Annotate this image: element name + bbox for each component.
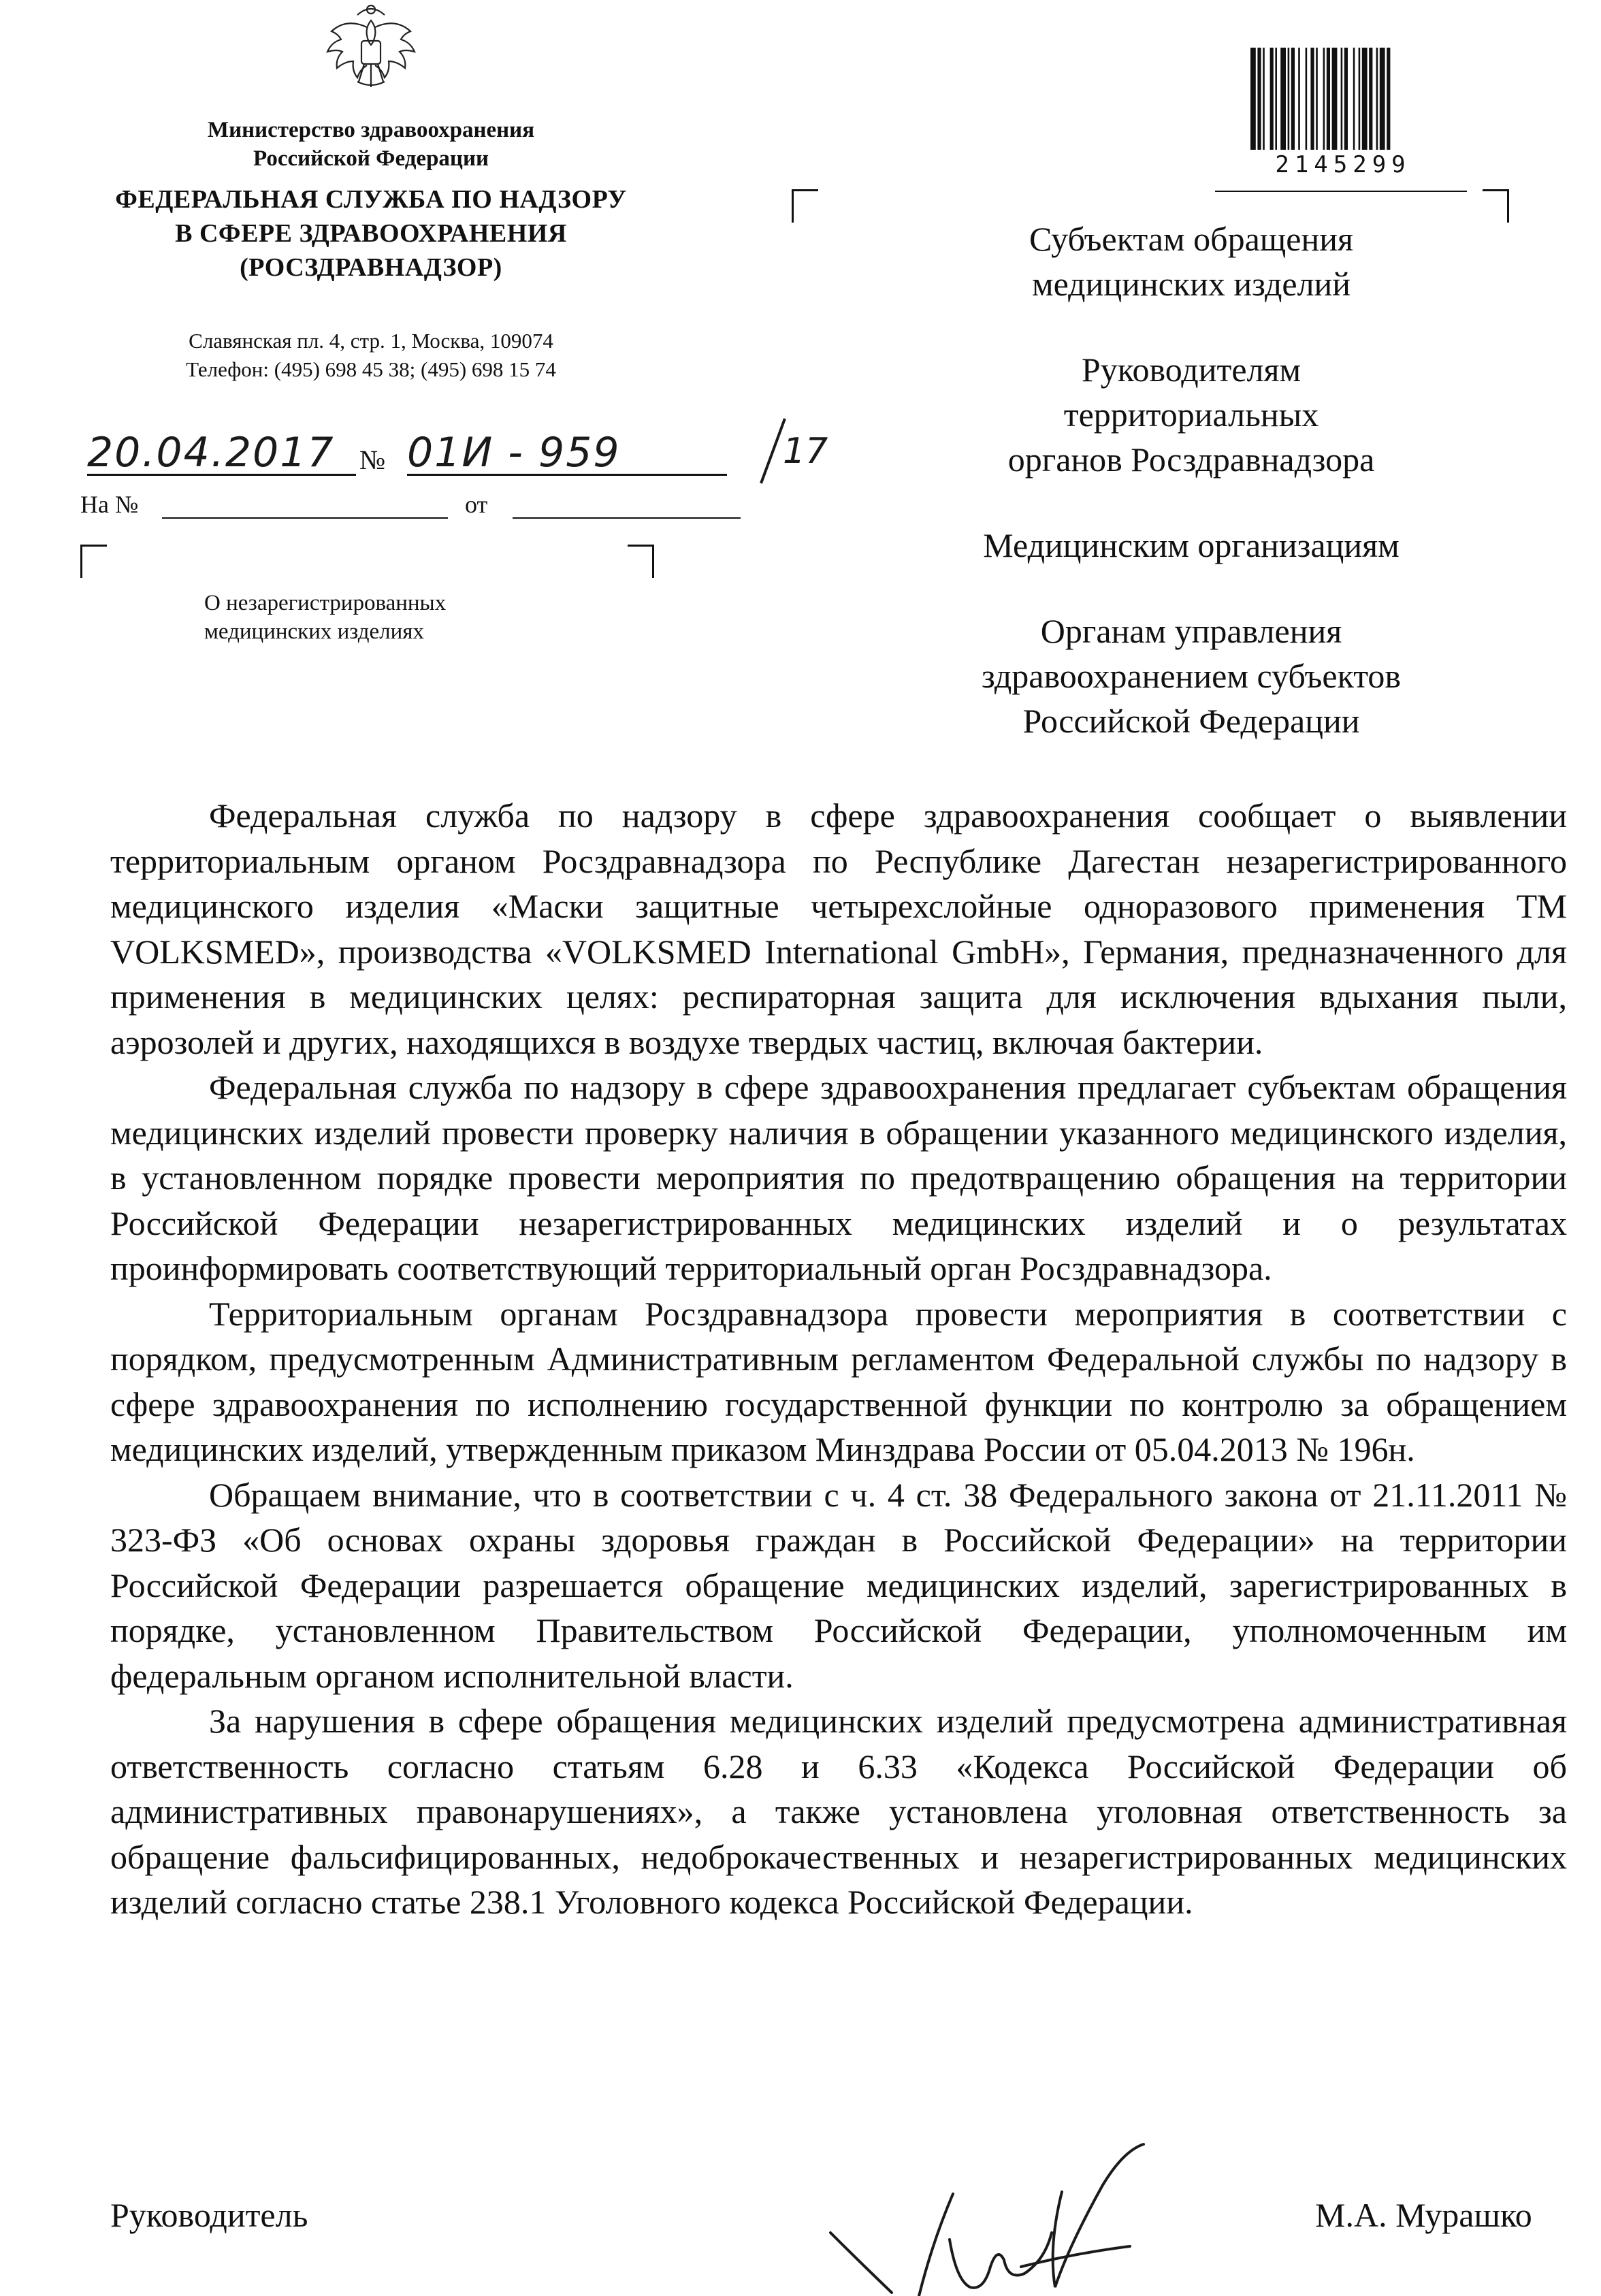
subject-line1: О незарегистрированных	[204, 591, 447, 615]
reference-line	[80, 490, 673, 524]
signatory-position: Руководитель	[110, 2196, 308, 2234]
number-suffix-mark	[734, 415, 828, 490]
number-sign: №	[359, 444, 386, 475]
barcode-bar	[1270, 48, 1274, 150]
barcode-bar	[1376, 48, 1378, 150]
barcode-bar	[1316, 48, 1318, 150]
ministry-line2: Российской Федерации	[253, 146, 489, 171]
handwritten-number: 01И - 959	[407, 429, 621, 476]
number-underline	[407, 474, 727, 476]
barcode-bar	[1353, 48, 1355, 150]
barcode-bar	[1298, 48, 1300, 150]
barcode-bar	[1359, 48, 1361, 150]
recipients-bracket-left	[792, 189, 818, 223]
letter-subject	[204, 589, 613, 646]
service-line2: В СФЕРЕ ЗДРАВООХРАНЕНИЯ	[175, 219, 567, 248]
body-paragraph: Территориальным органам Росздравнадзора провести мероприятия в соответствии с порядком, предусмотренным Административным регламентом Федеральной службы по надзору в сфере здравоохранения по исполнению государственной функции по контролю за обращением медицинских изделий, утвержденным приказом Минздрава России от 05.04.2013 № 196н.	[110, 1294, 1567, 1468]
barcode-bar	[1250, 48, 1256, 150]
recipient-line: органов Росздравнадзора	[1007, 440, 1375, 479]
recipient-group	[919, 216, 1463, 306]
recipient-group	[919, 523, 1463, 568]
sender-address	[82, 327, 660, 384]
barcode-bar	[1387, 48, 1390, 150]
barcode-bar	[1310, 48, 1314, 150]
subject-line2: медицинских изделиях	[204, 619, 424, 644]
handwritten-signature-icon	[817, 2137, 1239, 2296]
ministry-name	[82, 116, 660, 173]
body-paragraph: Обращаем внимание, что в соответствии с ч. 4 ст. 38 Федерального закона от 21.11.2011 № 323-ФЗ «Об основах охраны здоровья граждан в Российской Федерации» на территории Российской Федерации разрешается обращение медицинских изделий, зарегистрированных в порядке, установленном Правительством Российской Федерации, уполномоченным им федеральным органом исполнительной власти.	[110, 1475, 1567, 1695]
address-line: Славянская пл. 4, стр. 1, Москва, 109074	[189, 329, 553, 353]
barcode-bar	[1323, 48, 1325, 150]
barcode-bar	[1263, 48, 1265, 150]
barcode-bar	[1341, 48, 1343, 150]
recipient-line: Медицинским организациям	[983, 526, 1400, 564]
reference-date-field	[513, 517, 741, 519]
reference-label: На №	[80, 491, 139, 518]
barcode-bar	[1362, 48, 1368, 150]
barcode-bar	[1288, 48, 1290, 150]
body-paragraph: За нарушения в сфере обращения медицинских изделий предусмотрена административная ответственность согласно статьям 6.28 и 6.33 «Кодекса Российской Федерации об административных правонарушениях», а также установлена уголовная ответственность за обращение фальсифицированных, недоброкачественных и незарегистрированных медицинских изделий согласно статье 238.1 Уголовного кодекса Российской Федерации.	[110, 1702, 1567, 1921]
handwritten-date: 20.04.2017	[87, 429, 335, 476]
barcode-bar	[1369, 48, 1372, 150]
recipient-line: здравоохранением субъектов	[981, 657, 1402, 695]
service-line3: (РОСЗДРАВНАДЗОР)	[240, 253, 502, 282]
recipient-line: медицинских изделий	[1031, 265, 1351, 303]
barcode-bar	[1280, 48, 1286, 150]
barcode-bar	[1257, 48, 1261, 150]
phone-line: Телефон: (495) 698 45 38; (495) 698 15 74	[186, 357, 556, 381]
signatory-name: М.А. Мурашко	[1315, 2196, 1532, 2234]
barcode-bar	[1291, 48, 1295, 150]
recipient-line: Российской Федерации	[1022, 702, 1360, 740]
reference-number-field	[162, 517, 448, 519]
date-underline	[87, 474, 356, 476]
body-paragraph: Федеральная служба по надзору в сфере здравоохранения предлагает субъектам обращения медицинских изделий провести проверку наличия в обращении указанного медицинского изделия, в установленном порядке провести мероприятия по предотвращению обращения на территории Российской Федерации незарегистрированных медицинских изделий и о результатах проинформировать соответствующий территориальный орган Росздравнадзора.	[110, 1068, 1567, 1287]
recipient-group	[919, 609, 1463, 743]
reference-from-label: от	[465, 491, 488, 518]
subject-bracket-left	[80, 545, 107, 578]
barcode-bar	[1332, 48, 1338, 150]
subject-bracket-right	[628, 545, 654, 578]
barcode-bar	[1327, 48, 1330, 150]
barcode-bar	[1344, 48, 1348, 150]
ministry-line1: Министерство здравоохранения	[207, 118, 535, 142]
barcode-bar	[1306, 48, 1308, 150]
barcode-bar	[1275, 48, 1277, 150]
service-name	[68, 182, 674, 285]
recipient-line: территориальных	[1063, 395, 1319, 434]
recipient-group	[919, 347, 1463, 482]
body-paragraph: Федеральная служба по надзору в сфере здравоохранения сообщает о выявлении территориальным органом Росздравнадзора по Республике Дагестан незарегистрированного медицинского изделия «Маски защитные четырехслойные одноразового применения ТМ VOLKSMED», производства «VOLKSMED International GmbH», Германия, предназначенного для применения в медицинских целях: респираторная защита для исключения вдыхания пыли, аэрозолей и других, находящихся в воздухе твердых частиц, включая бактерии.	[110, 796, 1567, 1061]
recipient-line: Субъектам обращения	[1029, 220, 1353, 258]
barcode-icon	[1248, 48, 1438, 150]
barcode-bar	[1380, 48, 1385, 150]
registration-line	[87, 429, 828, 483]
recipient-line: Руководителям	[1081, 351, 1301, 389]
barcode-underline	[1215, 191, 1467, 192]
recipients-block	[919, 216, 1463, 784]
recipients-bracket-right	[1483, 189, 1509, 223]
service-line1: ФЕДЕРАЛЬНАЯ СЛУЖБА ПО НАДЗОРУ	[115, 185, 627, 214]
coat-of-arms-emblem-icon	[317, 0, 425, 95]
number-suffix: 17	[783, 431, 828, 472]
letter-body	[110, 793, 1567, 1925]
barcode-number: 2145299	[1275, 151, 1411, 178]
recipient-line: Органам управления	[1040, 612, 1342, 650]
